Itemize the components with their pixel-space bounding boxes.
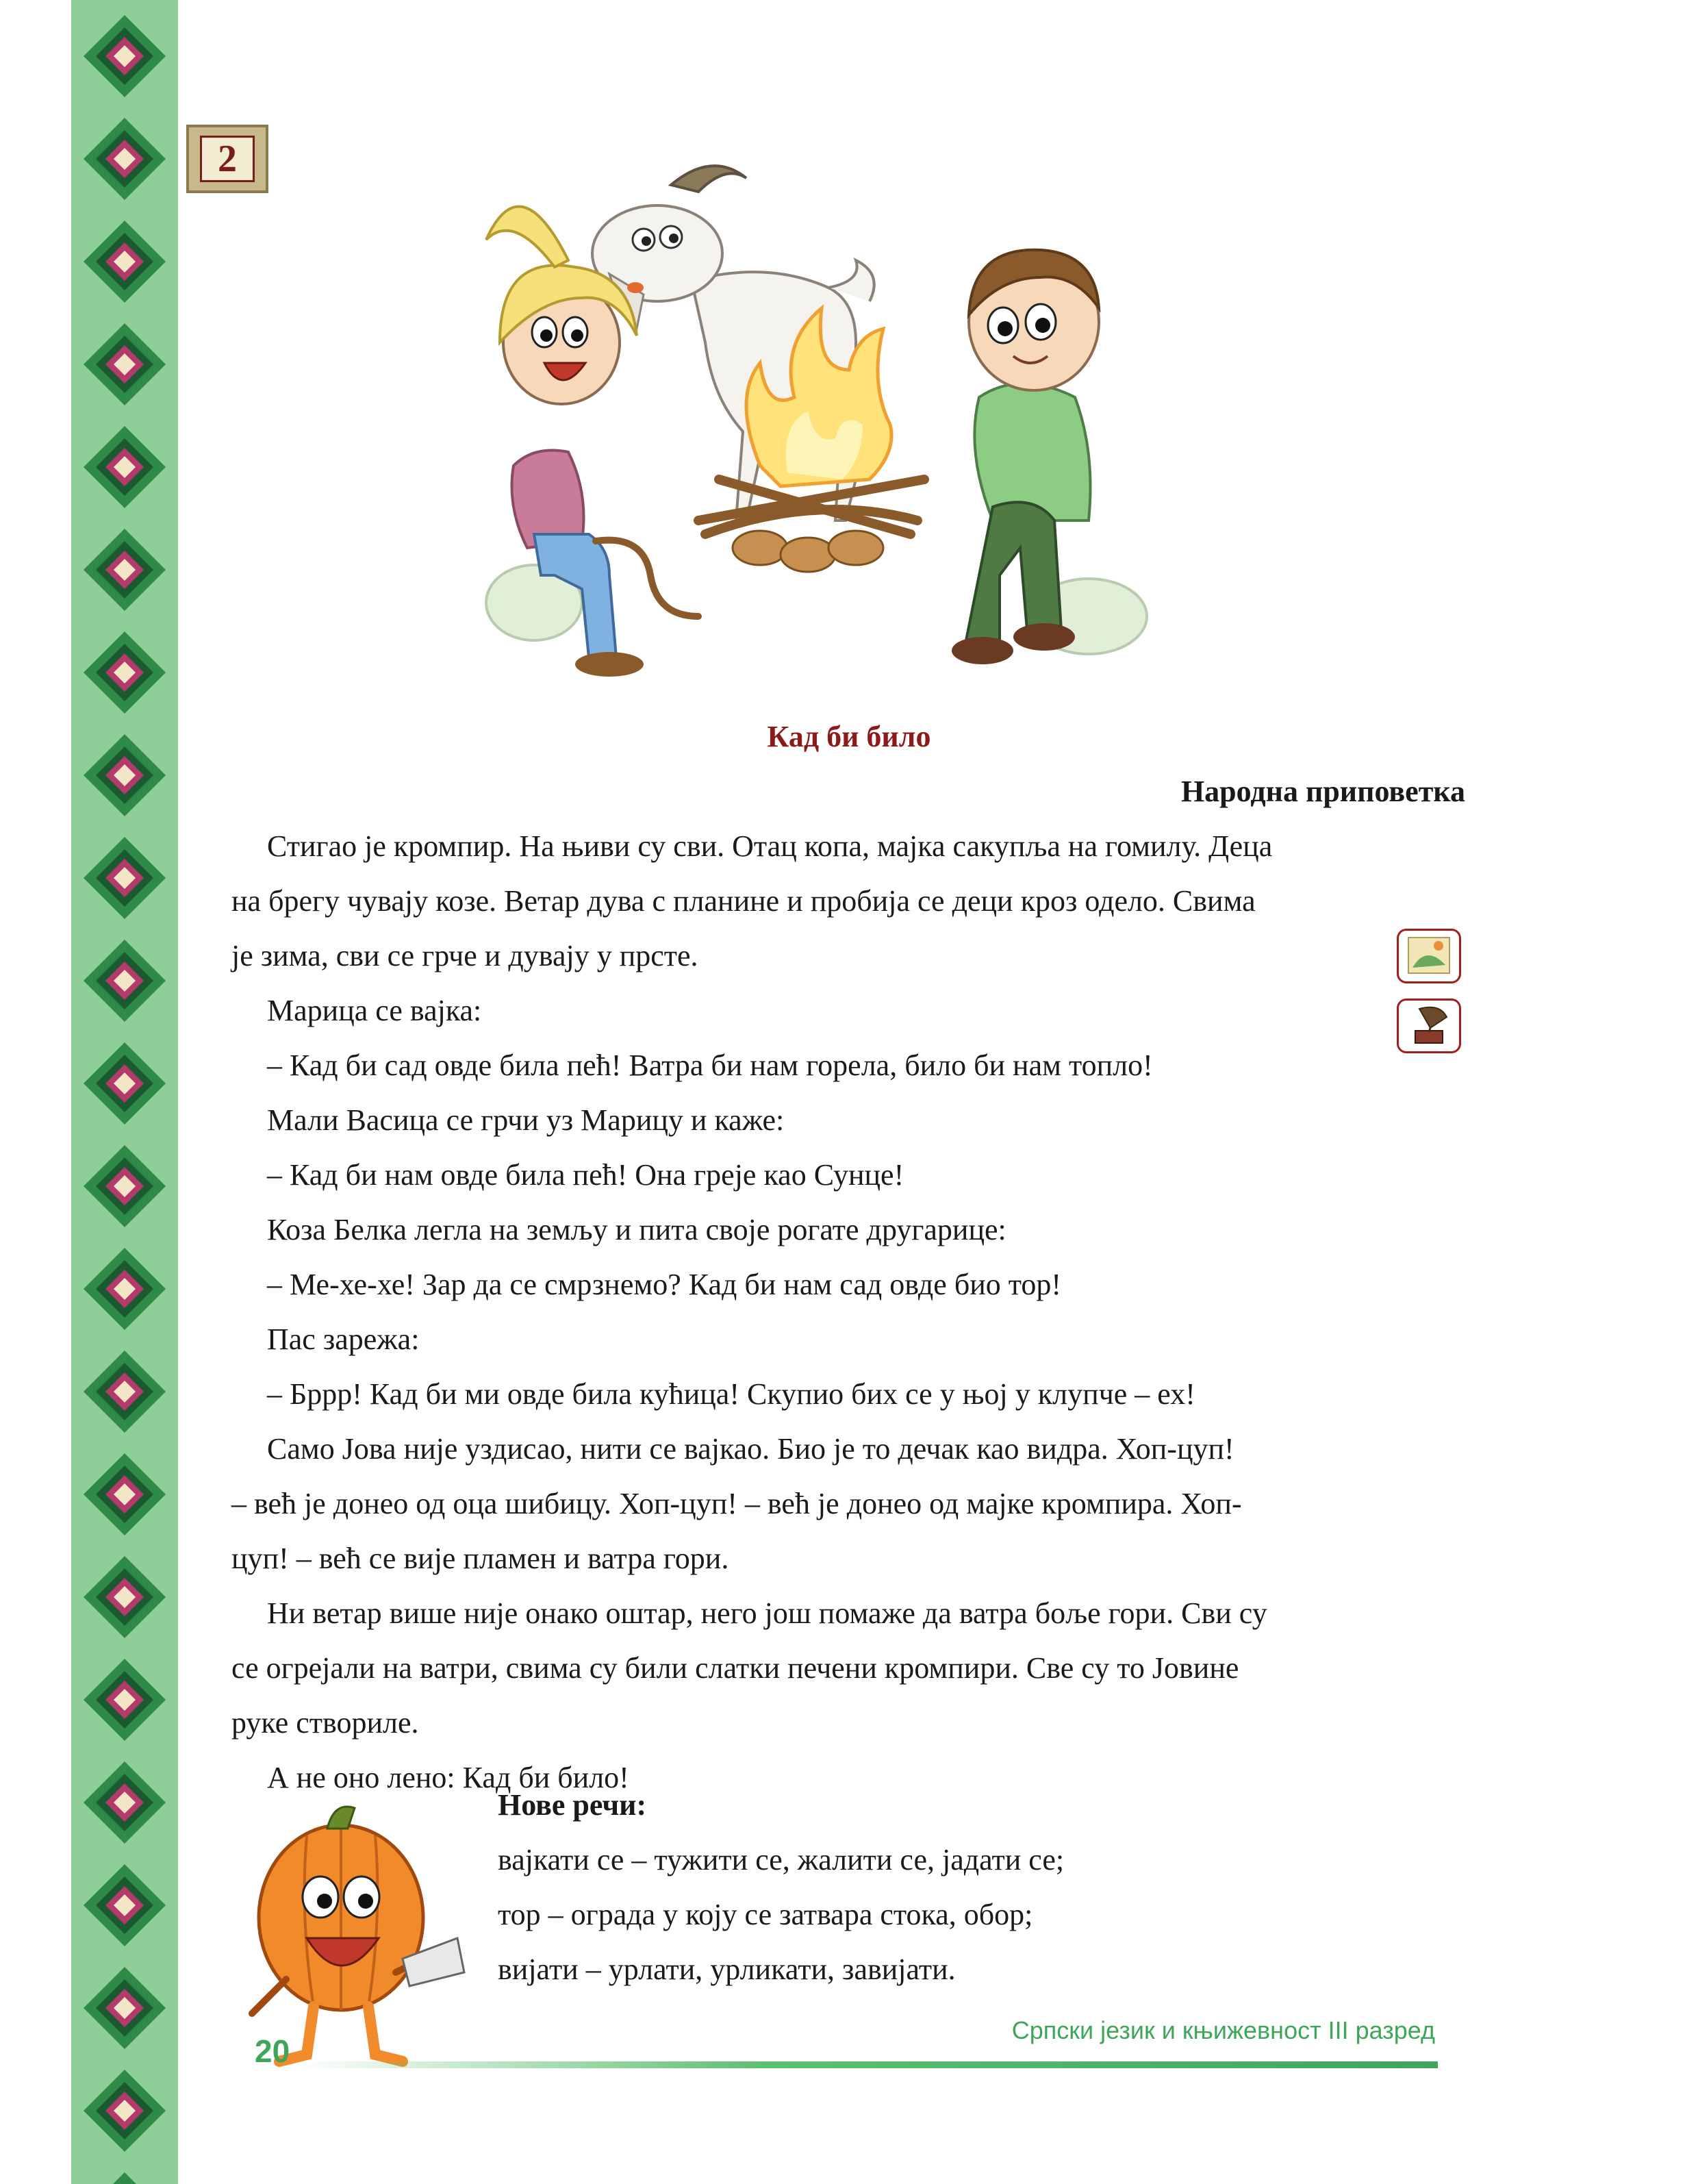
story-line: је зима, сви се грче и дувају у прсте. xyxy=(231,939,698,972)
story-line: се огрејали на ватри, свима су били слатки печени кромпири. Све су то Јовине xyxy=(231,1651,1239,1685)
ornament-icon xyxy=(82,938,167,1023)
story-line: – Кад би нам овде била пећ! Она греје као Сунце! xyxy=(267,1158,904,1192)
ornament-icon xyxy=(82,1041,167,1126)
ornament-icon xyxy=(82,1452,167,1537)
footer-divider xyxy=(301,2061,1438,2068)
story-body xyxy=(231,819,1464,1805)
ornament-icon xyxy=(82,1966,167,2050)
boy-figure xyxy=(952,250,1147,664)
story-title: Кад би било xyxy=(767,720,931,753)
glossary-item: вијати – урлати, урликати, завијати. xyxy=(498,1953,956,1986)
story-line: – Кад би сад овде била пећ! Ватра би нам горела, било би нам топло! xyxy=(267,1049,1153,1082)
ornament-icon xyxy=(82,1555,167,1640)
ornament-icon xyxy=(82,1657,167,1742)
story-line: на брегу чувају козе. Ветар дува с планине и пробија се деци кроз одело. Свима xyxy=(231,884,1256,918)
glossary-item: вајкати се – тужити се, жалити се, јадати се; xyxy=(498,1843,1065,1877)
ornament-icon xyxy=(82,1246,167,1331)
story-line: – Ме-хе-хе! Зар да се смрзнемо? Кад би нам сад овде био тор! xyxy=(267,1268,1062,1301)
story-line: Коза Белка легла на земљу и пита своје рогате другарице: xyxy=(267,1213,1006,1246)
ornament-icon xyxy=(82,14,167,99)
lesson-number-badge xyxy=(186,125,268,193)
ornament-icon xyxy=(82,1349,167,1434)
story-genre: Народна приповетка xyxy=(1180,775,1465,808)
lesson-number: 2 xyxy=(200,136,255,182)
ornament-icon xyxy=(82,1144,167,1229)
ornament-icon xyxy=(82,1760,167,1845)
decorative-border xyxy=(71,0,178,2184)
ornament-icon xyxy=(82,116,167,201)
picture-icon[interactable] xyxy=(1397,929,1461,983)
book-title: Српски језик и књижевност III разред xyxy=(1011,2016,1435,2044)
story-line: Мали Васица се грчи уз Марицу и каже: xyxy=(267,1103,785,1137)
story-line: Пас зарежа: xyxy=(267,1322,420,1356)
glossary-heading: Нове речи: xyxy=(498,1788,647,1822)
ornament-icon xyxy=(82,2068,167,2153)
ornament-icon xyxy=(82,2171,167,2184)
story-line: Ни ветар више није онако оштар, него још помаже да ватра боље гори. Сви су xyxy=(267,1596,1267,1630)
story-line: Марица се вајка: xyxy=(267,994,482,1027)
story-line: А не оно лено: Кад би било! xyxy=(267,1761,629,1794)
story-line: цуп! – већ се вије пламен и ватра гори. xyxy=(231,1542,729,1575)
story-line: руке створиле. xyxy=(231,1706,419,1740)
ornament-icon xyxy=(82,527,167,612)
gramophone-icon[interactable] xyxy=(1397,999,1461,1053)
story-line: Само Јова није уздисао, нити се вајкао. Био је то дечак као видра. Хоп-цуп! xyxy=(267,1432,1234,1466)
story-line: Стигао је кромпир. На њиви су сви. Отац копа, мајка сакупља на гомилу. Деца xyxy=(267,829,1273,863)
glossary-item: тор – ограда у коју се затвара стока, обор; xyxy=(498,1898,1033,1931)
page-number: 20 xyxy=(255,2033,290,2069)
ornament-icon xyxy=(82,836,167,920)
story-line: – Бррр! Кад би ми овде била кућица! Скупио бих се у њој у клупче – ех! xyxy=(267,1377,1195,1411)
story-line: – већ је донео од оца шибицу. Хоп-цуп! – већ је донео од мајке кромпира. Хоп- xyxy=(231,1487,1242,1520)
ornament-icon xyxy=(82,630,167,715)
ornament-icon xyxy=(82,322,167,407)
ornament-icon xyxy=(82,219,167,304)
ornament-icon xyxy=(82,425,167,510)
ornament-icon xyxy=(82,1863,167,1948)
story-illustration xyxy=(472,137,1239,699)
new-words-glossary xyxy=(498,1778,1064,1997)
